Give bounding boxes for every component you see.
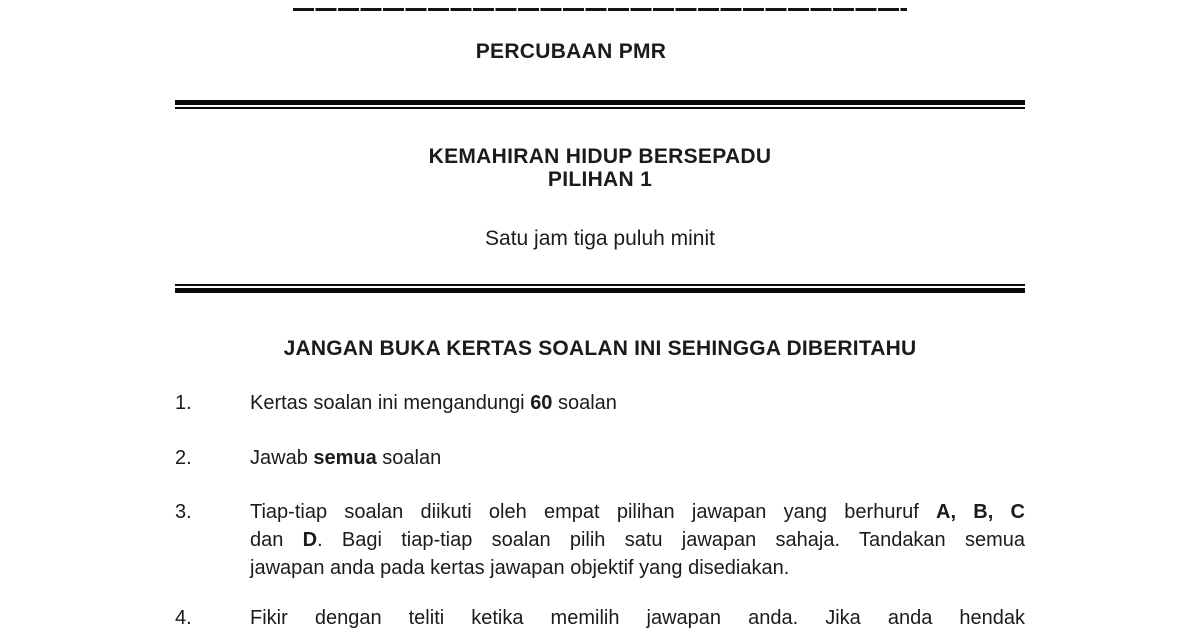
- instruction-text: [250, 498, 1025, 582]
- plain-text: soalan: [552, 392, 617, 414]
- plain-text: Fikir dengan teliti ketika memilih jawapan anda. Jika anda hendak: [250, 607, 1025, 629]
- exam-series-title: PERCUBAAN PMR: [475, 40, 667, 63]
- instruction-item: [175, 389, 1025, 417]
- plain-text: jawapan anda pada kertas jawapan objektif yang disediakan.: [250, 557, 790, 579]
- instruction-line: [250, 604, 1025, 630]
- warning-heading: JANGAN BUKA KERTAS SOALAN INI SEHINGGA DIBERITAHU: [283, 337, 917, 360]
- plain-text: Jawab: [250, 447, 314, 469]
- subject-title-line2: PILIHAN 1: [547, 168, 653, 191]
- instruction-number: 4.: [175, 607, 192, 629]
- instruction-line: [250, 554, 1025, 582]
- divider-thin-bar: [175, 107, 1025, 109]
- instruction-line: [250, 389, 1025, 417]
- subject-title: [175, 145, 1025, 191]
- instruction-number: 1.: [175, 392, 192, 414]
- emphasized-text: semua: [313, 447, 377, 469]
- instruction-text: [250, 604, 1025, 630]
- instruction-item: [175, 604, 1025, 630]
- plain-text: soalan: [376, 447, 442, 469]
- subject-title-line1: KEMAHIRAN HIDUP BERSEPADU: [428, 145, 772, 168]
- plain-text: Tiap-tiap soalan diikuti oleh empat pilihan jawapan yang berhuruf: [250, 501, 937, 523]
- divider-thick-thin: [175, 100, 1025, 109]
- instruction-line: [250, 498, 1025, 526]
- plain-text: . Bagi tiap-tiap soalan pilih satu jawapan sahaja. Tandakan semua: [317, 529, 1025, 551]
- instruction-item: [175, 444, 1025, 472]
- divider-thick-bar: [175, 288, 1025, 293]
- instruction-number: 3.: [175, 501, 192, 523]
- plain-text: Kertas soalan ini mengandungi: [250, 392, 531, 414]
- emphasized-text: 60: [530, 392, 553, 414]
- instruction-line: [250, 526, 1025, 554]
- instruction-line: [250, 444, 1025, 472]
- header-underscore-line: [293, 8, 907, 11]
- emphasized-text: A, B, C: [936, 501, 1026, 523]
- instruction-text: [250, 444, 1025, 472]
- instruction-text: [250, 389, 1025, 417]
- emphasized-text: D: [302, 529, 318, 551]
- plain-text: dan: [250, 529, 303, 551]
- instruction-item: [175, 498, 1025, 582]
- exam-duration: Satu jam tiga puluh minit: [485, 227, 715, 250]
- instruction-number: 2.: [175, 447, 192, 469]
- instructions-list: [175, 389, 1025, 630]
- divider-thin-thick: [175, 284, 1025, 293]
